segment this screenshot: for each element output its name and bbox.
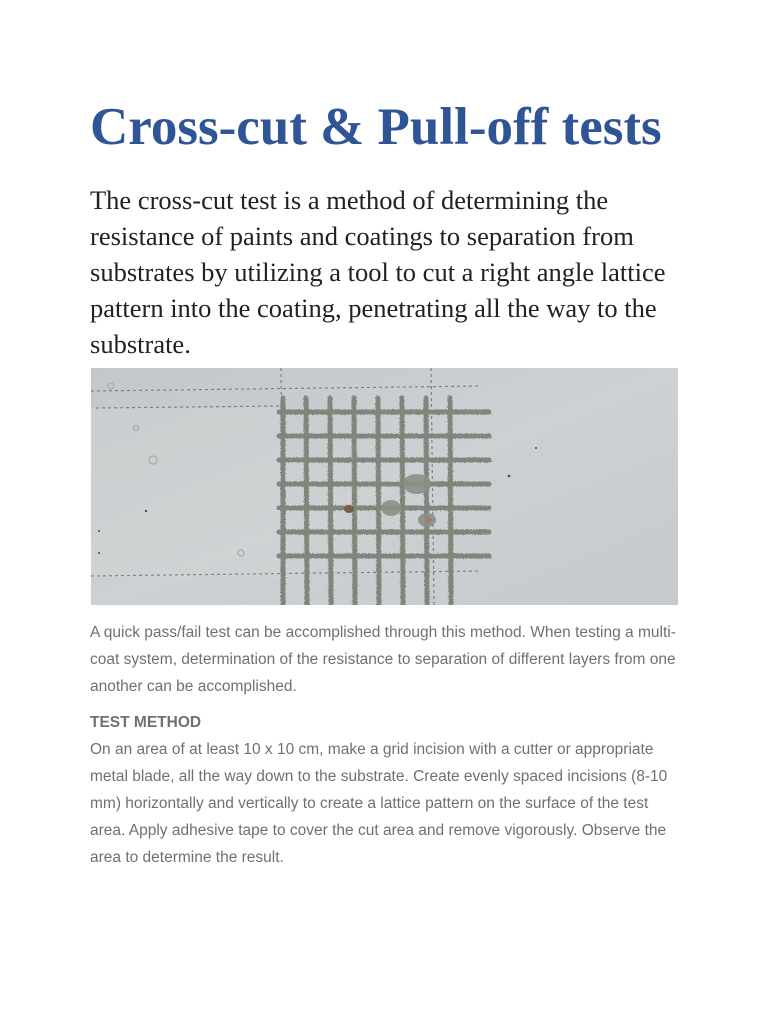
test-method-heading: TEST METHOD xyxy=(90,714,202,731)
cross-cut-test-photo xyxy=(91,368,678,605)
page-title: Cross-cut & Pull-off tests xyxy=(90,98,662,156)
intro-paragraph: The cross-cut test is a method of determining the resistance of paints and coatings to separation from substrates by utilizing a tool to cut a right angle lattice pattern into the coating, penetrating all the way to the substrate. xyxy=(90,185,666,359)
cross-cut-lattice-image xyxy=(91,368,678,605)
method-summary-paragraph: A quick pass/fail test can be accomplished through this method. When testing a multi-coat system, determination of the resistance to separation of different layers from one another can be accomplished. xyxy=(90,624,676,695)
test-method-paragraph: On an area of at least 10 x 10 cm, make a grid incision with a cutter or appropriate metal blade, all the way down to the substrate. Create evenly spaced incisions (8-10 mm) horizontally and vertically to create a lattice pattern on the surface of the test area. Apply adhesive tape to cover the cut area and remove vigorously. Observe the area to determine the result. xyxy=(90,741,668,866)
